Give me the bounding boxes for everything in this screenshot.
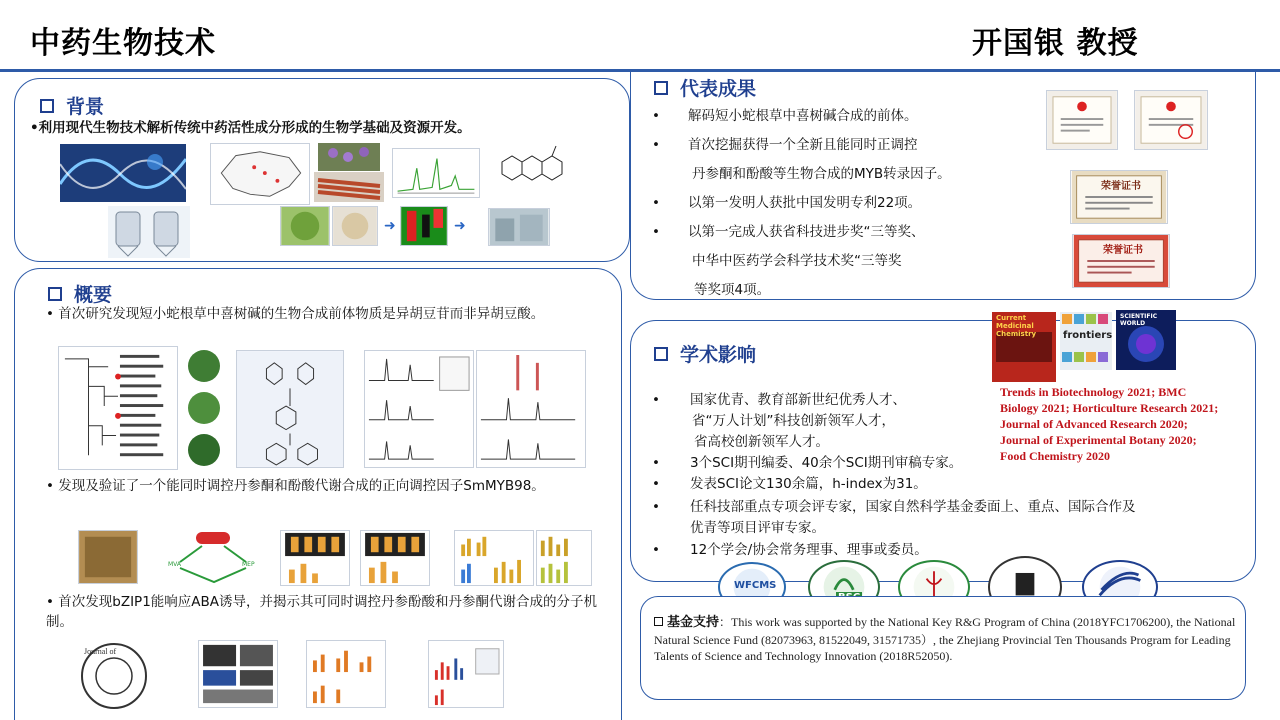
plates-image-2 [360, 530, 430, 586]
journal-line: Trends in Biotechnology 2021; BMC [1000, 385, 1187, 399]
overview-item-1: • 首次研究发现短小蛇根草中喜树碱的生物合成前体物质是异胡豆苷而非异胡豆酸。 [46, 306, 545, 322]
overview-item-3: • 首次发现bZIP1能响应ABA诱导，并揭示其可同时调控丹参酚酸和丹参酮代谢合成的分子机制。 [46, 594, 598, 630]
heatmap-image [400, 206, 448, 246]
plates-image-1 [280, 530, 350, 586]
achievement-line: 丹参酮和酚酸等生物合成的MYB转录因子。 [692, 166, 951, 182]
impact-line: 国家优青、教育部新世纪优秀人才、 [690, 392, 906, 408]
china-map-image [210, 143, 310, 205]
spectra-image-2 [476, 350, 586, 468]
svg-text:MEP: MEP [242, 561, 255, 568]
author-name: 开国银 教授 [972, 26, 1139, 61]
bar-chart-image-2 [536, 530, 592, 586]
overview-item-2: • 发现及验证了一个能同时调控丹参酮和酚酸代谢合成的正向调控因子SmMYB98。 [46, 478, 545, 494]
impact-line: 12个学会/协会常务理事、理事或委员。 [690, 542, 928, 558]
background-title [40, 92, 104, 119]
square-bullet-icon [654, 81, 668, 95]
dna-image [60, 144, 186, 202]
overview-title-text: 概要 [74, 284, 113, 306]
square-bullet-icon [48, 287, 62, 301]
overview-title [48, 280, 112, 307]
patent-certificate-image-2 [1134, 90, 1208, 150]
chromatogram-image [392, 148, 480, 198]
bar-chart-image [454, 530, 534, 586]
phylogeny-tree-image [58, 346, 178, 470]
achievement-line: 以第一发明人获批中国发明专利22项。 [688, 195, 922, 211]
impact-line: 3个SCI期刊编委、40余个SCI期刊审稿专家。 [690, 455, 963, 471]
journal-cover-scientific-world [1116, 310, 1176, 370]
svg-text:MVA: MVA [168, 561, 182, 568]
achievements-title [654, 74, 756, 101]
herb-root-image [314, 172, 384, 202]
figure-image-2 [306, 640, 386, 708]
cover-title: frontiers [1063, 330, 1112, 341]
journal-line: Food Chemistry 2020 [1000, 449, 1110, 463]
funding-label: 基金支持 [667, 615, 720, 630]
square-bullet-icon [654, 347, 668, 361]
journal-cover-current-medicinal-chemistry [992, 312, 1056, 382]
achievement-line: 首次挖掘获得一个全新且能同时正调控 [688, 137, 918, 153]
journal-cover-image [78, 530, 138, 584]
achievement-line: 以第一完成人获省科技进步奖“三等奖、 [688, 224, 925, 240]
achievement-bullet: • [652, 195, 660, 211]
molecule-structure-image [482, 142, 574, 194]
impact-line: 优青等项目评审专家。 [690, 520, 825, 536]
pathway-image [236, 350, 344, 468]
impact-bullet: • [652, 499, 660, 515]
achievement-line: 等奖项4项。 [694, 282, 771, 298]
honor-certificate-image-2 [1072, 234, 1170, 288]
impact-line: 省“万人计划”科技创新领军人才， [692, 413, 895, 429]
svg-text:Journal of: Journal of [84, 647, 117, 656]
certificate-title: 荣誉证书 [1103, 245, 1143, 256]
achievement-line: 解码短小蛇根草中喜树碱合成的前体。 [688, 108, 918, 124]
petri-dish-image-1 [280, 206, 330, 246]
impact-bullet: • [652, 542, 660, 558]
square-bullet-icon [40, 99, 54, 113]
achievement-bullet: • [652, 224, 660, 240]
honor-certificate-image-1 [1070, 170, 1168, 224]
impact-line: 发表SCI论文130余篇，h-index为31。 [690, 476, 927, 492]
patent-certificate-image-1 [1046, 90, 1118, 150]
plant-photos-image [178, 346, 234, 470]
background-title-text: 背景 [66, 96, 105, 118]
spectra-image [364, 350, 474, 468]
cover-title: SCIENTIFIC WORLD [1120, 313, 1158, 327]
figure-image-1 [198, 640, 278, 708]
square-bullet-icon [654, 617, 663, 626]
achievement-bullet: • [652, 108, 660, 124]
impact-line: 任科技部重点专项会评专家，国家自然科学基金委面上、重点、国际合作及 [690, 499, 1136, 515]
bioreactor-image [108, 206, 190, 258]
impact-line: 省高校创新领军人才。 [694, 434, 829, 450]
journal-line: Biology 2021; Horticulture Research 2021; [1000, 401, 1219, 415]
page-title: 中药生物技术 [30, 26, 216, 61]
journal-logo-image [68, 640, 160, 712]
impact-bullet: • [652, 392, 660, 408]
journal-list [1000, 384, 1254, 464]
impact-bullet: • [652, 455, 660, 471]
impact-title [654, 340, 756, 367]
arrow-right-icon: ➜ [454, 218, 466, 234]
impact-bullet: • [652, 476, 660, 492]
journal-cover-frontiers [1060, 312, 1112, 370]
journal-line: Journal of Experimental Botany 2020; [1000, 433, 1197, 447]
impact-title-text: 学术影响 [680, 344, 757, 366]
background-text: •利用现代生物技术解析传统中药活性成分形成的生物学基础及资源开发。 [30, 120, 471, 136]
petri-dish-image-2 [332, 206, 378, 246]
regulation-diagram-image [162, 530, 270, 586]
cover-title: Current Medicinal Chemistry [996, 314, 1037, 338]
achievement-line: 中华中医药学会科学技术奖“三等奖 [692, 253, 902, 269]
funding-body: ：This work was supported by the National Key R&G Program of China (2018YFC1706200), the National Natural Science Fund (82073963, 81522049, 31571735）, the Zhejiang Provincial Ten Thousands Program for Leading Talents of Science and Technology Innovation (2018R52050). [654, 615, 1236, 663]
achievements-title-text: 代表成果 [680, 78, 757, 100]
lab-image [488, 208, 550, 246]
figure-image-3 [428, 640, 504, 708]
achievement-bullet: • [652, 137, 660, 153]
arrow-right-icon: ➜ [384, 218, 396, 234]
funding-text [654, 614, 1238, 665]
herb-flower-image [318, 143, 380, 171]
certificate-title: 荣誉证书 [1101, 181, 1141, 192]
journal-line: Journal of Advanced Research 2020; [1000, 417, 1188, 431]
logo-text: WFCMS [734, 580, 777, 591]
